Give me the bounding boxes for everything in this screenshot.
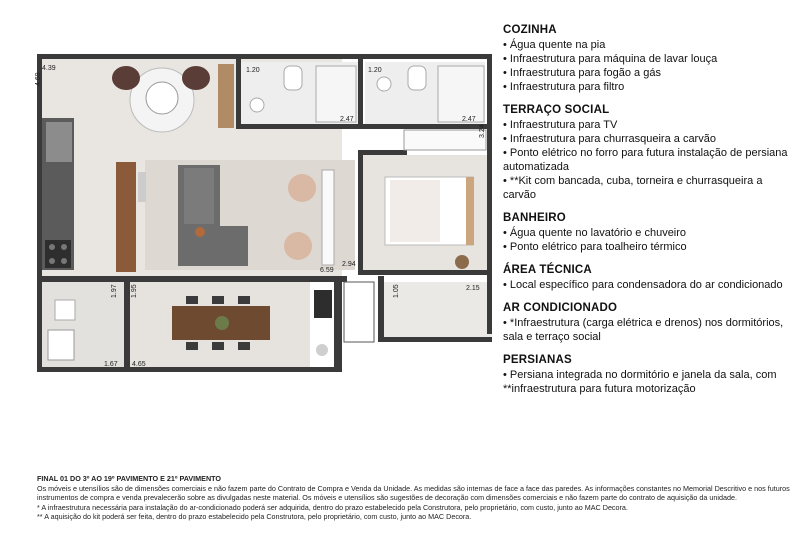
bed-blanket [390, 180, 440, 242]
sofa-chaise [178, 226, 248, 266]
section-terraco-social [503, 104, 793, 202]
spec-item: • Ponto elétrico no forro para futura instalação de persiana automatizada [503, 147, 788, 173]
dim-label: 2.47 [462, 116, 476, 123]
armchair [288, 174, 316, 202]
dim-label: 4.69 [35, 72, 42, 86]
sink [250, 98, 264, 112]
section-title: ÁREA TÉCNICA [503, 264, 592, 276]
sofa-cushion [184, 168, 214, 224]
footer-notes [37, 474, 797, 522]
dim-label: 1.20 [368, 67, 382, 74]
toilet [284, 66, 302, 90]
spec-item: • Água quente na pia [503, 39, 606, 51]
section-title: TERRAÇO SOCIAL [503, 104, 610, 116]
round-table [146, 82, 178, 114]
spec-item: • Água quente no lavatório e chuveiro [503, 227, 687, 239]
toilet [408, 66, 426, 90]
spec-item: • Infraestrutura para churrasqueira a carvão [503, 133, 716, 145]
technical-area [344, 282, 374, 342]
kitchen-island [116, 162, 136, 272]
cooktop [45, 240, 71, 268]
footer-line: * A infraestrutura necessária para instalação do ar-condicionado poderá ser adquirida, dentro do prazo estabelecido pela Construtora, pelo proprietário, com custo, junto ao MAC Decora. [37, 502, 628, 512]
dim-label: 2.47 [340, 116, 354, 123]
section-banheiro [503, 212, 793, 254]
bedroom-plant [455, 255, 469, 269]
spec-item: • Infraestrutura para máquina de lavar louça [503, 53, 718, 65]
armchair [284, 232, 312, 260]
terrace-sink [316, 344, 328, 356]
footer-line: ** A aquisição do kit poderá ser feita, dentro do prazo estabelecido pela Construtora, pelo proprietário, com custo, junto ao MAC Decora. [37, 512, 472, 522]
section-title: COZINHA [503, 24, 557, 36]
sink [377, 77, 391, 91]
specifications [503, 24, 793, 406]
laundry-sink [55, 300, 75, 320]
dim-label: 1.20 [246, 67, 260, 74]
footer-title: FINAL 01 DO 3º AO 19º PAVIMENTO E 21º PAVIMENTO [37, 474, 222, 483]
section-persianas [503, 354, 793, 396]
footer-line: Os móveis e utensílios são de dimensões comerciais e não fazem parte do Contrato de Compra e Venda da Unidade. As medidas são internas de face a face das paredes. As informações constantes no Memorial Descritivo e nos futuros instrumentos de compra e venda prevalecerão sobre as divulgadas neste material. Os móveis e utensílios são sugestões de decoração com dimensões comerciais e não fazem parte do contrato de aquisição da unidade. [37, 483, 790, 503]
dim-label: 1.95 [131, 284, 138, 298]
table-plant [215, 316, 229, 330]
spec-item: • Local específico para condensadora do ar condicionado [503, 279, 783, 291]
spec-item: • *Infraestrutura (carga elétrica e drenos) nos dormitórios, sala e terraço social [503, 317, 784, 343]
shower [316, 66, 356, 122]
barbecue-grill [314, 290, 332, 318]
dim-label: 6.59 [320, 267, 334, 274]
shower [438, 66, 484, 122]
bookshelf [218, 64, 234, 128]
dim-label: 4.39 [42, 65, 56, 72]
dim-label: 3.24 [479, 124, 486, 138]
spec-item: • Infraestrutura para filtro [503, 81, 625, 93]
dim-label: 2.15 [466, 285, 480, 292]
stool [138, 172, 146, 202]
dim-label: 1.97 [111, 284, 118, 298]
section-title: PERSIANAS [503, 354, 572, 366]
side-table [195, 227, 205, 237]
section-title: BANHEIRO [503, 212, 566, 224]
section-cozinha [503, 24, 793, 94]
spec-item: • Infraestrutura para TV [503, 119, 618, 131]
washing-machine [48, 330, 74, 360]
spec-item: • Persiana integrada no dormitório e janela da sala, com **infraestrutura para futura motorização [503, 369, 777, 395]
section-title: AR CONDICIONADO [503, 302, 618, 314]
dim-label: 1.67 [104, 361, 118, 368]
section-ar-condicionado [503, 302, 793, 344]
spec-item: • Ponto elétrico para toalheiro térmico [503, 241, 687, 253]
bed-headboard [466, 177, 474, 245]
dim-label: 4.65 [132, 361, 146, 368]
dim-label: 1.05 [393, 284, 400, 298]
chair [112, 66, 140, 90]
spec-item: • **Kit com bancada, cuba, torneira e churrasqueira a carvão [503, 175, 763, 201]
wardrobe [404, 130, 486, 150]
tv-panel [322, 170, 334, 265]
spec-item: • Infraestrutura para fogão a gás [503, 67, 661, 79]
section-area-tecnica [503, 264, 793, 292]
fridge [46, 122, 72, 162]
chair [182, 66, 210, 90]
dim-label: 2.94 [342, 261, 356, 268]
